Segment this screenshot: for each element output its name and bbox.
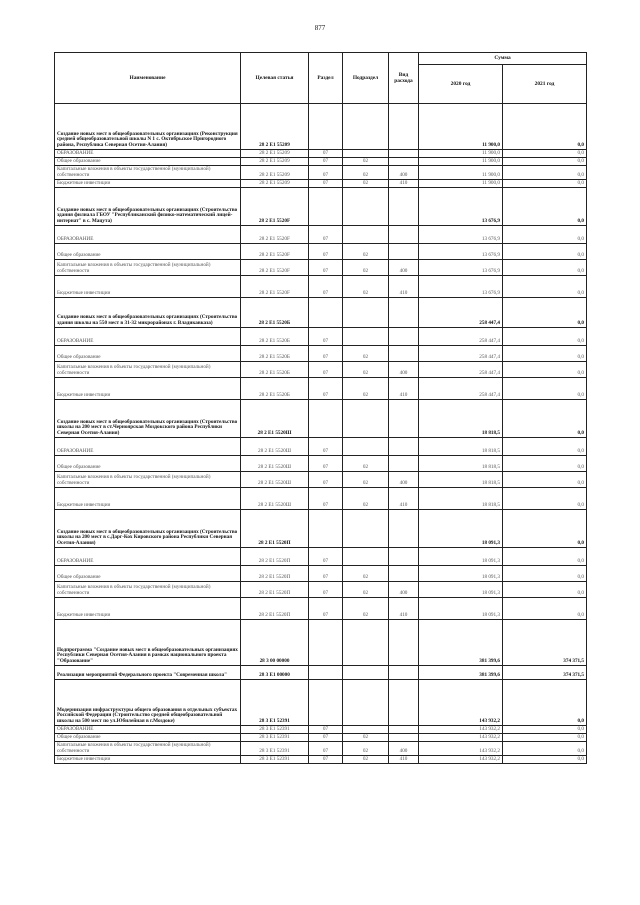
row-sum-2021: 0,0 <box>503 180 587 188</box>
row-name: Капитальные вложения в объекты государственной (муниципальной) собственности <box>55 742 241 756</box>
row-sum-2020: 18 818,5 <box>419 438 503 456</box>
row-expense-type: 410 <box>389 276 419 298</box>
row-sum-2020: 18 091,3 <box>419 510 503 548</box>
row-code: 28 2 E1 5520F <box>241 188 309 226</box>
row-section: 07 <box>309 346 343 362</box>
table-row <box>55 510 587 548</box>
row-code: 28 2 E1 5520Ш <box>241 456 309 472</box>
row-name: Общее образование <box>55 566 241 582</box>
row-sum-2021: 0,0 <box>503 378 587 400</box>
row-sum-2020: 258 447,4 <box>419 378 503 400</box>
row-sum-2020: 143 932,2 <box>419 756 503 764</box>
table-row <box>55 328 587 346</box>
row-sum-2021: 0,0 <box>503 244 587 260</box>
header-code: Целевая статья <box>241 53 309 104</box>
row-section: 07 <box>309 598 343 620</box>
table-row <box>55 104 587 150</box>
row-code: 28 2 E1 55209 <box>241 166 309 180</box>
row-name: Капитальные вложения в объекты государственной (муниципальной) собственности <box>55 166 241 180</box>
row-sum-2021: 0,0 <box>503 276 587 298</box>
row-subsection <box>343 438 389 456</box>
row-code: 28 2 E1 5520Б <box>241 346 309 362</box>
table-row <box>55 400 587 438</box>
row-section: 07 <box>309 726 343 734</box>
row-expense-type <box>389 510 419 548</box>
row-sum-2021: 0,0 <box>503 188 587 226</box>
row-sum-2020: 258 447,4 <box>419 346 503 362</box>
row-name: ОБРАЗОВАНИЕ <box>55 150 241 158</box>
row-sum-2021: 0,0 <box>503 680 587 726</box>
row-sum-2021: 0,0 <box>503 226 587 244</box>
table-row <box>55 680 587 726</box>
table-row <box>55 582 587 598</box>
table-row <box>55 378 587 400</box>
row-sum-2020: 11 900,0 <box>419 180 503 188</box>
row-sum-2020: 18 091,3 <box>419 582 503 598</box>
row-section: 07 <box>309 158 343 166</box>
row-subsection <box>343 188 389 226</box>
row-sum-2021: 0,0 <box>503 756 587 764</box>
table-row <box>55 756 587 764</box>
row-subsection: 02 <box>343 566 389 582</box>
row-expense-type <box>389 328 419 346</box>
row-code: 28 2 E1 5520П <box>241 548 309 566</box>
row-sum-2020: 18 818,5 <box>419 488 503 510</box>
row-expense-type <box>389 438 419 456</box>
header-section: Раздел <box>309 53 343 104</box>
row-sum-2020: 11 900,0 <box>419 158 503 166</box>
row-sum-2021: 0,0 <box>503 734 587 742</box>
table-row <box>55 438 587 456</box>
row-subsection: 02 <box>343 488 389 510</box>
row-sum-2021: 374 371,5 <box>503 620 587 666</box>
row-code: 28 2 E1 5520П <box>241 598 309 620</box>
row-section: 07 <box>309 276 343 298</box>
row-section: 07 <box>309 472 343 488</box>
table-row <box>55 472 587 488</box>
row-section: 07 <box>309 734 343 742</box>
row-expense-type: 400 <box>389 166 419 180</box>
row-sum-2021: 0,0 <box>503 726 587 734</box>
row-section: 07 <box>309 150 343 158</box>
row-expense-type: 410 <box>389 378 419 400</box>
table-row <box>55 362 587 378</box>
row-name: Общее образование <box>55 346 241 362</box>
row-sum-2021: 0,0 <box>503 438 587 456</box>
row-sum-2021: 0,0 <box>503 488 587 510</box>
row-sum-2020: 13 676,9 <box>419 226 503 244</box>
row-code: 28 2 E1 5520Ш <box>241 472 309 488</box>
row-section: 07 <box>309 488 343 510</box>
row-subsection: 02 <box>343 244 389 260</box>
row-subsection: 02 <box>343 742 389 756</box>
table-row <box>55 158 587 166</box>
row-expense-type <box>389 150 419 158</box>
row-code: 28 2 E1 5520F <box>241 276 309 298</box>
row-sum-2020: 381 399,6 <box>419 620 503 666</box>
row-section: 07 <box>309 582 343 598</box>
row-subsection: 02 <box>343 734 389 742</box>
row-name: ОБРАЗОВАНИЕ <box>55 438 241 456</box>
row-sum-2020: 258 447,4 <box>419 298 503 328</box>
row-section: 07 <box>309 166 343 180</box>
row-name: ОБРАЗОВАНИЕ <box>55 726 241 734</box>
row-sum-2021: 0,0 <box>503 104 587 150</box>
header-year-2020: 2020 год <box>419 65 503 104</box>
row-sum-2021: 0,0 <box>503 548 587 566</box>
row-sum-2020: 11 900,0 <box>419 150 503 158</box>
row-code: 28 3 00 00000 <box>241 620 309 666</box>
row-expense-type <box>389 298 419 328</box>
row-code: 28 2 E1 55209 <box>241 104 309 150</box>
row-name: Реализация мероприятий Федерального проекта "Современная школа" <box>55 666 241 680</box>
table-row <box>55 298 587 328</box>
row-subsection: 02 <box>343 378 389 400</box>
row-sum-2021: 0,0 <box>503 362 587 378</box>
table-row <box>55 566 587 582</box>
row-subsection <box>343 510 389 548</box>
row-sum-2021: 0,0 <box>503 400 587 438</box>
row-section: 07 <box>309 456 343 472</box>
row-expense-type <box>389 346 419 362</box>
row-code: 28 3 E1 52391 <box>241 742 309 756</box>
row-sum-2020: 143 932,2 <box>419 742 503 756</box>
table-row <box>55 488 587 510</box>
row-name: Модернизация инфраструктуры общего образования в отдельных субъектах Российской Федерации (Строительство средней общеобразовательной школы на 500 мест по ул.Юбилейная в г.Моздоке) <box>55 680 241 726</box>
header-year-2021: 2021 год <box>503 65 587 104</box>
row-expense-type <box>389 158 419 166</box>
table-row <box>55 180 587 188</box>
row-name: Капитальные вложения в объекты государственной (муниципальной) собственности <box>55 582 241 598</box>
row-sum-2020: 143 932,2 <box>419 680 503 726</box>
header-subsection: Подраздел <box>343 53 389 104</box>
row-sum-2021: 0,0 <box>503 742 587 756</box>
row-sum-2021: 0,0 <box>503 328 587 346</box>
row-expense-type: 400 <box>389 582 419 598</box>
row-sum-2020: 13 676,9 <box>419 276 503 298</box>
row-name: Общее образование <box>55 456 241 472</box>
table-row <box>55 260 587 276</box>
row-expense-type: 410 <box>389 180 419 188</box>
table-row <box>55 734 587 742</box>
header-name: Наименование <box>55 53 241 104</box>
row-name: Бюджетные инвестиции <box>55 378 241 400</box>
table-row <box>55 666 587 680</box>
row-subsection <box>343 620 389 666</box>
row-subsection <box>343 104 389 150</box>
row-expense-type <box>389 680 419 726</box>
row-subsection: 02 <box>343 472 389 488</box>
table-body <box>55 104 587 764</box>
row-code: 28 2 E1 5520F <box>241 260 309 276</box>
row-name: Бюджетные инвестиции <box>55 180 241 188</box>
row-expense-type: 410 <box>389 598 419 620</box>
row-sum-2020: 143 932,2 <box>419 726 503 734</box>
row-code: 28 2 E1 5520П <box>241 566 309 582</box>
row-code: 28 2 E1 55209 <box>241 150 309 158</box>
row-sum-2020: 11 900,0 <box>419 104 503 150</box>
row-section <box>309 510 343 548</box>
row-sum-2021: 374 371,5 <box>503 666 587 680</box>
row-section <box>309 400 343 438</box>
row-code: 28 2 E1 5520Б <box>241 362 309 378</box>
row-subsection <box>343 666 389 680</box>
row-name: Создание новых мест в общеобразовательных организациях (Строительство школы на 200 мест в ст.Черноярская Моздокского района Республики Северная Осетия-Алания) <box>55 400 241 438</box>
row-sum-2020: 18 091,3 <box>419 566 503 582</box>
row-sum-2020: 13 676,9 <box>419 188 503 226</box>
row-code: 28 2 E1 55209 <box>241 180 309 188</box>
row-sum-2020: 18 818,5 <box>419 400 503 438</box>
row-sum-2021: 0,0 <box>503 566 587 582</box>
row-section: 07 <box>309 226 343 244</box>
row-name: ОБРАЗОВАНИЕ <box>55 548 241 566</box>
row-expense-type <box>389 620 419 666</box>
row-name: Общее образование <box>55 158 241 166</box>
row-code: 28 2 E1 5520Ш <box>241 438 309 456</box>
row-name: Создание новых мест в общеобразовательных организациях (Строительство школы на 200 мест в с.Дарг-Кох Кировского района Республики Северная Осетия-Алания) <box>55 510 241 548</box>
row-expense-type: 410 <box>389 756 419 764</box>
row-code: 28 2 E1 5520F <box>241 244 309 260</box>
row-sum-2021: 0,0 <box>503 456 587 472</box>
table-row <box>55 726 587 734</box>
row-sum-2020: 11 900,0 <box>419 166 503 180</box>
row-expense-type <box>389 548 419 566</box>
row-name: Создание новых мест в общеобразовательных организациях (Строительство здания филиала ГБОУ "Республиканский физико-математический лицей-интернат" в с. Мацута) <box>55 188 241 226</box>
row-sum-2021: 0,0 <box>503 582 587 598</box>
row-section <box>309 620 343 666</box>
row-section <box>309 188 343 226</box>
row-subsection: 02 <box>343 362 389 378</box>
row-subsection: 02 <box>343 158 389 166</box>
row-expense-type <box>389 566 419 582</box>
row-subsection: 02 <box>343 598 389 620</box>
row-expense-type <box>389 456 419 472</box>
row-expense-type: 410 <box>389 488 419 510</box>
row-name: Подпрограмма "Создание новых мест в общеобразовательных организациях Республики Северная Осетия-Алания в рамках национального проекта "Образование" <box>55 620 241 666</box>
row-sum-2021: 0,0 <box>503 346 587 362</box>
row-section: 07 <box>309 328 343 346</box>
row-section: 07 <box>309 378 343 400</box>
row-expense-type <box>389 188 419 226</box>
row-section <box>309 680 343 726</box>
row-sum-2020: 381 399,6 <box>419 666 503 680</box>
row-name: Капитальные вложения в объекты государственной (муниципальной) собственности <box>55 260 241 276</box>
row-expense-type <box>389 726 419 734</box>
row-expense-type: 400 <box>389 362 419 378</box>
row-sum-2020: 258 447,4 <box>419 328 503 346</box>
row-expense-type <box>389 734 419 742</box>
table-row <box>55 620 587 666</box>
row-subsection: 02 <box>343 346 389 362</box>
row-expense-type <box>389 666 419 680</box>
row-expense-type: 400 <box>389 472 419 488</box>
row-subsection <box>343 298 389 328</box>
table-row <box>55 188 587 226</box>
row-expense-type: 400 <box>389 260 419 276</box>
row-sum-2020: 258 447,4 <box>419 362 503 378</box>
row-expense-type <box>389 400 419 438</box>
row-section: 07 <box>309 566 343 582</box>
row-subsection: 02 <box>343 180 389 188</box>
row-code: 28 3 E1 00000 <box>241 666 309 680</box>
row-sum-2020: 143 932,2 <box>419 734 503 742</box>
row-name: Создание новых мест в общеобразовательных организациях (Реконструкция средней общеобразовательной школы N 1 с. Октябрьское Пригородного района, Республика Северная Осетия-Алания) <box>55 104 241 150</box>
row-code: 28 3 E1 52391 <box>241 734 309 742</box>
row-section: 07 <box>309 756 343 764</box>
table-row <box>55 276 587 298</box>
row-section: 07 <box>309 260 343 276</box>
row-sum-2021: 0,0 <box>503 150 587 158</box>
row-code: 28 2 E1 5520F <box>241 226 309 244</box>
row-sum-2020: 18 091,3 <box>419 598 503 620</box>
row-expense-type <box>389 244 419 260</box>
row-code: 28 2 E1 5520Б <box>241 328 309 346</box>
row-code: 28 3 E1 52391 <box>241 680 309 726</box>
row-subsection <box>343 548 389 566</box>
row-name: Бюджетные инвестиции <box>55 598 241 620</box>
row-section <box>309 298 343 328</box>
table-row <box>55 548 587 566</box>
row-subsection: 02 <box>343 276 389 298</box>
row-sum-2020: 13 676,9 <box>419 244 503 260</box>
row-section: 07 <box>309 362 343 378</box>
row-code: 28 3 E1 52391 <box>241 756 309 764</box>
row-code: 28 3 E1 52391 <box>241 726 309 734</box>
table-row <box>55 598 587 620</box>
row-sum-2021: 0,0 <box>503 510 587 548</box>
row-sum-2021: 0,0 <box>503 166 587 180</box>
table-header <box>55 53 587 104</box>
table-row <box>55 346 587 362</box>
row-subsection <box>343 226 389 244</box>
row-section <box>309 666 343 680</box>
row-code: 28 2 E1 55209 <box>241 158 309 166</box>
row-sum-2021: 0,0 <box>503 472 587 488</box>
row-subsection: 02 <box>343 166 389 180</box>
row-name: Капитальные вложения в объекты государственной (муниципальной) собственности <box>55 362 241 378</box>
row-subsection: 02 <box>343 582 389 598</box>
table-row <box>55 456 587 472</box>
row-subsection: 02 <box>343 260 389 276</box>
header-expense-type: Вид расхода <box>389 53 419 104</box>
row-section: 07 <box>309 180 343 188</box>
row-section: 07 <box>309 438 343 456</box>
row-name: Общее образование <box>55 734 241 742</box>
row-sum-2020: 13 676,9 <box>419 260 503 276</box>
row-code: 28 2 E1 5520Ш <box>241 488 309 510</box>
row-name: ОБРАЗОВАНИЕ <box>55 226 241 244</box>
row-expense-type <box>389 226 419 244</box>
row-sum-2020: 18 091,3 <box>419 548 503 566</box>
row-name: Бюджетные инвестиции <box>55 276 241 298</box>
row-code: 28 2 E1 5520Ш <box>241 400 309 438</box>
row-sum-2020: 18 818,5 <box>419 472 503 488</box>
budget-table <box>54 52 587 764</box>
row-name: Капитальные вложения в объекты государственной (муниципальной) собственности <box>55 472 241 488</box>
row-sum-2021: 0,0 <box>503 598 587 620</box>
table-row <box>55 244 587 260</box>
row-subsection <box>343 726 389 734</box>
row-name: Общее образование <box>55 244 241 260</box>
row-name: Бюджетные инвестиции <box>55 756 241 764</box>
row-section <box>309 104 343 150</box>
row-sum-2021: 0,0 <box>503 158 587 166</box>
row-subsection <box>343 150 389 158</box>
header-sum: Сумма <box>419 53 587 65</box>
page-number: 877 <box>314 24 326 32</box>
row-section: 07 <box>309 548 343 566</box>
table-row <box>55 166 587 180</box>
table-row <box>55 226 587 244</box>
row-code: 28 2 E1 5520Б <box>241 298 309 328</box>
row-subsection <box>343 400 389 438</box>
row-name: Создание новых мест в общеобразовательных организациях (Строительство здания школы на 550 мест в 31-32 микрорайонах г. Владикавказа) <box>55 298 241 328</box>
row-section: 07 <box>309 742 343 756</box>
row-expense-type <box>389 104 419 150</box>
row-name: ОБРАЗОВАНИЕ <box>55 328 241 346</box>
table-row <box>55 742 587 756</box>
row-subsection: 02 <box>343 756 389 764</box>
row-code: 28 2 E1 5520П <box>241 510 309 548</box>
row-name: Бюджетные инвестиции <box>55 488 241 510</box>
table-row <box>55 150 587 158</box>
row-section: 07 <box>309 244 343 260</box>
row-code: 28 2 E1 5520П <box>241 582 309 598</box>
row-sum-2020: 18 818,5 <box>419 456 503 472</box>
row-sum-2021: 0,0 <box>503 298 587 328</box>
row-expense-type: 400 <box>389 742 419 756</box>
row-subsection: 02 <box>343 456 389 472</box>
row-sum-2021: 0,0 <box>503 260 587 276</box>
row-code: 28 2 E1 5520Б <box>241 378 309 400</box>
row-subsection <box>343 328 389 346</box>
row-subsection <box>343 680 389 726</box>
